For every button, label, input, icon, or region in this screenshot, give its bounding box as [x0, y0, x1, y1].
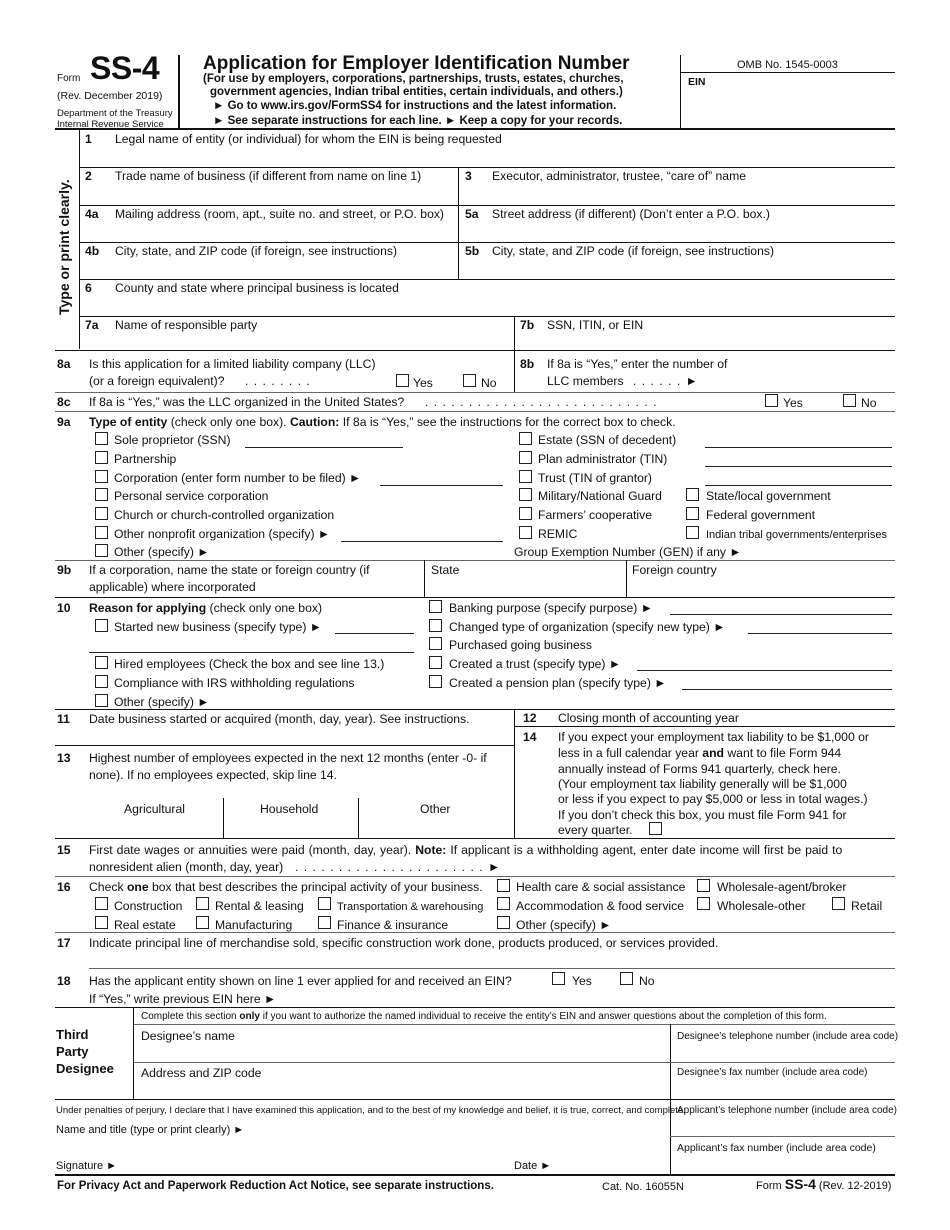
entity-estate-checkbox[interactable]: [519, 432, 532, 445]
city-state-zip-5b-field[interactable]: [465, 259, 890, 279]
line-15-leader-dots: . . . . . . . . . . . . . . . . . . . . . . ►: [295, 860, 502, 874]
entity-other-nonprofit-label: Other nonprofit organization (specify) ►: [114, 527, 330, 541]
entity-federal-checkbox[interactable]: [686, 507, 699, 520]
ein-field[interactable]: [690, 88, 890, 124]
reason-new-business-label: Started new business (specify type) ►: [114, 620, 322, 634]
perjury-statement: Under penalties of perjury, I declare that I have examined this application, and to the best of my knowledge and belief, it is true, correct, and complete.: [56, 1105, 686, 1116]
first-wages-date-field[interactable]: [640, 858, 890, 874]
prior-ein-no-checkbox[interactable]: [620, 972, 633, 985]
cat-number: Cat. No. 16055N: [602, 1181, 684, 1193]
line-14-text-4: (Your employment tax liability generally will be $1,000: [558, 777, 847, 791]
entity-trust-checkbox[interactable]: [519, 470, 532, 483]
line-18-label: Has the applicant entity shown on line 1 ever applied for and received an EIN?: [89, 974, 512, 988]
entity-indian-tribal-checkbox[interactable]: [686, 526, 699, 539]
activity-health-care-label: Health care & social assistance: [516, 880, 686, 894]
reason-trust-checkbox[interactable]: [429, 656, 442, 669]
privacy-notice: For Privacy Act and Paperwork Reduction Act Notice, see separate instructions.: [57, 1180, 494, 1192]
reason-other-label: Other (specify) ►: [114, 695, 210, 709]
llc-no-label: No: [481, 376, 497, 390]
employees-other-label: Other: [420, 802, 451, 816]
reason-compliance-checkbox[interactable]: [95, 675, 108, 688]
reason-changed-type-label: Changed type of organization (specify new type) ►: [449, 620, 726, 634]
line-6-num: 6: [85, 281, 92, 295]
line-14-text-2: less in a full calendar year and want to file Form 944: [558, 746, 842, 760]
line-4a-label: Mailing address (room, apt., suite no. and street, or P.O. box): [115, 207, 444, 221]
entity-remic-label: REMIC: [538, 527, 578, 541]
line-3-num: 3: [465, 169, 472, 183]
designee-intro: Complete this section only if you want to authorize the named individual to receive the entity’s EIN and answer questions about the completion of this form.: [141, 1011, 827, 1022]
trade-name-field[interactable]: [85, 184, 455, 204]
llc-us-no-checkbox[interactable]: [843, 394, 856, 407]
form-label: Form: [57, 73, 81, 84]
activity-manufacturing-checkbox[interactable]: [196, 916, 209, 929]
activity-wholesale-other-checkbox[interactable]: [697, 897, 710, 910]
reason-changed-type-checkbox[interactable]: [429, 619, 442, 632]
ein-label: EIN: [688, 76, 706, 88]
line-4b-num: 4b: [85, 244, 100, 258]
group-exemption-field[interactable]: [750, 544, 890, 558]
prior-ein-yes-label: Yes: [572, 974, 592, 988]
llc-no-checkbox[interactable]: [463, 374, 476, 387]
signature-label: Signature ►: [56, 1160, 118, 1172]
pension-type-line[interactable]: [682, 689, 892, 690]
activity-rental-checkbox[interactable]: [196, 897, 209, 910]
line-10-header: Reason for applying (check only one box): [89, 601, 322, 615]
previous-ein-field[interactable]: [290, 991, 540, 1005]
line-15-num: 15: [57, 843, 71, 857]
entity-other-label: Other (specify) ►: [114, 545, 210, 559]
line-8b-label-1: If 8a is “Yes,” enter the number of: [547, 357, 728, 371]
line-7b-label: SSN, ITIN, or EIN: [547, 318, 644, 332]
omb-number: OMB No. 1545-0003: [737, 59, 838, 71]
line-15-label-1: First date wages or annuities were paid (month, day, year). Note: If applicant is a withholding agent, enter date income will first be paid to: [89, 843, 843, 857]
reason-pension-label: Created a pension plan (specify type) ►: [449, 676, 667, 690]
entity-farmers-coop-checkbox[interactable]: [519, 507, 532, 520]
entity-remic-checkbox[interactable]: [519, 526, 532, 539]
activity-transportation-label: Transportation & warehousing: [337, 901, 484, 913]
dept-treasury: Department of the Treasury: [57, 108, 173, 119]
incorporation-foreign-field[interactable]: [632, 578, 890, 594]
incorporation-state-field[interactable]: [431, 578, 621, 594]
line-14-text-3: annually instead of Forms 941 quarterly, check here.: [558, 762, 841, 776]
llc-members-field[interactable]: [760, 356, 890, 388]
form-number: SS-4: [90, 50, 160, 86]
line-6-label: County and state where principal business is located: [115, 281, 399, 295]
entity-plan-admin-checkbox[interactable]: [519, 451, 532, 464]
line-10-num: 10: [57, 601, 71, 615]
prior-ein-label: If “Yes,” write previous EIN here ►: [89, 992, 277, 1006]
line-9a-num: 9a: [57, 415, 71, 429]
estate-ssn-line[interactable]: [705, 447, 892, 448]
entity-personal-service-checkbox[interactable]: [95, 488, 108, 501]
reason-compliance-label: Compliance with IRS withholding regulations: [114, 676, 355, 690]
entity-state-local-label: State/local government: [706, 489, 831, 503]
activity-retail-label: Retail: [851, 899, 883, 913]
entity-estate-label: Estate (SSN of decedent): [538, 433, 677, 447]
applicant-phone-field[interactable]: [677, 1118, 892, 1134]
reason-new-business-checkbox[interactable]: [95, 619, 108, 632]
designee-fax-field[interactable]: [677, 1081, 892, 1097]
new-business-type-line[interactable]: [335, 633, 414, 634]
reason-banking-label: Banking purpose (specify purpose) ►: [449, 601, 653, 615]
entity-sole-proprietor-label: Sole proprietor (SSN): [114, 433, 231, 447]
line-8a-label-1: Is this application for a limited liability company (LLC): [89, 357, 376, 371]
entity-trust-label: Trust (TIN of grantor): [538, 471, 652, 485]
employees-household-field[interactable]: [226, 818, 354, 836]
reason-other-checkbox[interactable]: [95, 694, 108, 707]
llc-us-yes-label: Yes: [783, 396, 803, 410]
other-nonprofit-line[interactable]: [341, 541, 503, 542]
executor-field[interactable]: [465, 184, 890, 204]
reason-trust-label: Created a trust (specify type) ►: [449, 657, 621, 671]
line-12-num: 12: [523, 711, 537, 725]
applicant-fax-field[interactable]: [677, 1155, 892, 1171]
activity-construction-checkbox[interactable]: [95, 897, 108, 910]
reason-other-field[interactable]: [215, 694, 505, 708]
changed-type-line[interactable]: [748, 633, 892, 634]
line-18-num: 18: [57, 974, 71, 988]
employees-other-field[interactable]: [362, 818, 510, 836]
dept-irs: Internal Revenue Service: [57, 119, 164, 130]
entity-federal-label: Federal government: [706, 508, 816, 522]
city-state-zip-4b-field[interactable]: [85, 259, 455, 279]
form-revision: (Rev. December 2019): [57, 90, 163, 102]
banking-purpose-line[interactable]: [670, 614, 892, 615]
form-944-checkbox[interactable]: [649, 822, 662, 835]
reason-purchased-label: Purchased going business: [449, 638, 592, 652]
designee-address-label: Address and ZIP code: [141, 1066, 262, 1080]
activity-wholesale-agent-checkbox[interactable]: [697, 879, 710, 892]
line-17-num: 17: [57, 936, 71, 950]
llc-yes-checkbox[interactable]: [396, 374, 409, 387]
line-4b-label: City, state, and ZIP code (if foreign, see instructions): [115, 244, 398, 258]
activity-real-estate-checkbox[interactable]: [95, 916, 108, 929]
form-subtitle-1: (For use by employers, corporations, partnerships, trusts, estates, churches,: [203, 73, 624, 85]
line-13-num: 13: [57, 751, 71, 765]
reason-hired-employees-label: Hired employees (Check the box and see line 13.): [114, 657, 385, 671]
line-14-num: 14: [523, 730, 537, 744]
mailing-address-field[interactable]: [85, 222, 455, 242]
designee-name-field[interactable]: [141, 1044, 666, 1060]
llc-us-yes-checkbox[interactable]: [765, 394, 778, 407]
entity-sole-proprietor-checkbox[interactable]: [95, 432, 108, 445]
entity-military-label: Military/National Guard: [538, 489, 662, 503]
reason-purchased-checkbox[interactable]: [429, 637, 442, 650]
designee-title-2: Party: [56, 1044, 89, 1059]
activity-construction-label: Construction: [114, 899, 183, 913]
activity-real-estate-label: Real estate: [114, 918, 176, 932]
activity-other-label: Other (specify) ►: [516, 918, 612, 932]
sole-proprietor-ssn-line[interactable]: [245, 447, 403, 448]
activity-retail-checkbox[interactable]: [832, 897, 845, 910]
signature-field[interactable]: [120, 1150, 505, 1172]
line-17-label: Indicate principal line of merchandise sold, specific construction work done, products produced, or services provided.: [89, 936, 719, 950]
entity-plan-admin-label: Plan administrator (TIN): [538, 452, 668, 466]
line-9b-state-label: State: [431, 563, 460, 577]
line-14-text-7: every quarter.: [558, 823, 633, 837]
applicant-phone-label: Applicant’s telephone number (include area code): [677, 1105, 897, 1116]
entity-partnership-checkbox[interactable]: [95, 451, 108, 464]
line-5b-num: 5b: [465, 244, 480, 258]
employees-household-label: Household: [260, 802, 319, 816]
activity-other-checkbox[interactable]: [497, 916, 510, 929]
entity-farmers-coop-label: Farmers’ cooperative: [538, 508, 653, 522]
closing-month-field[interactable]: [760, 711, 890, 725]
new-business-type-line-2[interactable]: [89, 652, 414, 653]
llc-yes-label: Yes: [413, 376, 433, 390]
entity-corporation-checkbox[interactable]: [95, 470, 108, 483]
employees-agricultural-field[interactable]: [89, 818, 219, 836]
line-9b-label-2: applicable) where incorporated: [89, 580, 256, 594]
reason-pension-checkbox[interactable]: [429, 675, 442, 688]
entity-other-checkbox[interactable]: [95, 544, 108, 557]
footer-form-id: Form SS-4 (Rev. 12-2019): [756, 1176, 892, 1192]
legal-name-field[interactable]: [85, 146, 890, 166]
employees-agricultural-label: Agricultural: [124, 802, 185, 816]
line-13-label-2: none). If no employees expected, skip line 14.: [89, 768, 337, 782]
line-1-label: Legal name of entity (or individual) for whom the EIN is being requested: [115, 132, 502, 146]
reason-banking-checkbox[interactable]: [429, 600, 442, 613]
line-8a-num: 8a: [57, 357, 71, 371]
corporation-form-line[interactable]: [380, 485, 503, 486]
designee-phone-label: Designee’s telephone number (include area code): [677, 1031, 899, 1042]
activity-accommodation-label: Accommodation & food service: [516, 899, 684, 913]
date-started-field[interactable]: [89, 727, 509, 741]
line-14-text-5: or less if you expect to pay $5,000 or less in total wages.): [558, 792, 868, 806]
entity-state-local-checkbox[interactable]: [686, 488, 699, 501]
plan-admin-tin-line[interactable]: [705, 466, 892, 467]
separate-instructions-line: ► See separate instructions for each line. ► Keep a copy for your records.: [213, 115, 623, 127]
line-7b-num: 7b: [520, 318, 535, 332]
activity-wholesale-agent-label: Wholesale-agent/broker: [717, 880, 847, 894]
entity-military-checkbox[interactable]: [519, 488, 532, 501]
side-type-or-print: Type or print clearly.: [56, 179, 72, 315]
ssn-itin-ein-field[interactable]: [520, 333, 890, 349]
entity-church-checkbox[interactable]: [95, 507, 108, 520]
entity-partnership-label: Partnership: [114, 452, 177, 466]
designee-fax-label: Designee’s fax number (include area code): [677, 1067, 868, 1078]
line-7a-label: Name of responsible party: [115, 318, 258, 332]
line-3-label: Executor, administrator, trustee, “care of” name: [492, 169, 747, 183]
instructions-link-line[interactable]: ► Go to www.irs.gov/FormSS4 for instructions and the latest information.: [213, 100, 617, 112]
line-8b-num: 8b: [520, 357, 535, 371]
trust-type-line[interactable]: [637, 670, 892, 671]
line-14-text-6: If you don’t check this box, you must file Form 941 for: [558, 808, 847, 822]
activity-manufacturing-label: Manufacturing: [215, 918, 293, 932]
trust-tin-line[interactable]: [705, 485, 892, 486]
entity-other-nonprofit-checkbox[interactable]: [95, 526, 108, 539]
name-title-field[interactable]: [245, 1121, 665, 1137]
line-4a-num: 4a: [85, 207, 99, 221]
entity-corporation-label: Corporation (enter form number to be filed) ►: [114, 471, 362, 485]
line-11-label: Date business started or acquired (month, day, year). See instructions.: [89, 712, 470, 726]
date-label: Date ►: [514, 1160, 552, 1172]
merchandise-field[interactable]: [89, 951, 890, 967]
form-title: Application for Employer Identification Number: [203, 53, 630, 74]
line-7a-num: 7a: [85, 318, 99, 332]
entity-personal-service-label: Personal service corporation: [114, 489, 269, 503]
line-12-label: Closing month of accounting year: [558, 711, 739, 725]
activity-other-field[interactable]: [620, 916, 890, 930]
activity-transportation-checkbox[interactable]: [318, 897, 331, 910]
street-address-field[interactable]: [465, 222, 890, 242]
reason-hired-employees-checkbox[interactable]: [95, 656, 108, 669]
prior-ein-no-label: No: [639, 974, 655, 988]
designee-phone-field[interactable]: [677, 1044, 892, 1060]
line-5b-label: City, state, and ZIP code (if foreign, see instructions): [492, 244, 775, 258]
line-8c-num: 8c: [57, 395, 71, 409]
designee-address-field[interactable]: [141, 1081, 666, 1097]
line-8b-leader-dots: . . . . . . ►: [633, 374, 699, 388]
entity-indian-tribal-label: Indian tribal governments/enterprises: [706, 529, 887, 541]
group-exemption-label: Group Exemption Number (GEN) if any ►: [514, 545, 742, 559]
county-state-field[interactable]: [85, 296, 890, 316]
line-5a-label: Street address (if different) (Don’t enter a P.O. box.): [492, 207, 770, 221]
line-9b-foreign-label: Foreign country: [632, 563, 717, 577]
activity-finance-label: Finance & insurance: [337, 918, 449, 932]
line-11-num: 11: [57, 712, 70, 726]
line-2-label: Trade name of business (if different from name on line 1): [115, 169, 422, 183]
line-5a-num: 5a: [465, 207, 479, 221]
line-9a-header: Type of entity (check only one box). Caution: If 8a is “Yes,” see the instructions for the correct box to check.: [89, 415, 676, 429]
line-16-num: 16: [57, 880, 71, 894]
date-field[interactable]: [552, 1150, 665, 1172]
line-8c-label: If 8a is “Yes,” was the LLC organized in the United States?: [89, 395, 405, 409]
line-8b-label-2: LLC members: [547, 374, 624, 388]
name-title-label: Name and title (type or print clearly) ►: [56, 1124, 245, 1136]
activity-rental-label: Rental & leasing: [215, 899, 304, 913]
designee-title-1: Third: [56, 1027, 89, 1042]
activity-wholesale-other-label: Wholesale-other: [717, 899, 806, 913]
line-8a-label-2: (or a foreign equivalent)?: [89, 374, 225, 388]
line-16-label: Check one box that best describes the principal activity of your business.: [89, 880, 483, 894]
applicant-fax-label: Applicant’s fax number (include area code): [677, 1142, 876, 1154]
line-15-label-2: nonresident alien (month, day, year): [89, 860, 284, 874]
line-9b-label-1: If a corporation, name the state or foreign country (if: [89, 563, 370, 577]
llc-us-no-label: No: [861, 396, 877, 410]
activity-accommodation-checkbox[interactable]: [497, 897, 510, 910]
line-14-text-1: If you expect your employment tax liability to be $1,000 or: [558, 730, 869, 744]
line-2-num: 2: [85, 169, 92, 183]
line-8c-leader-dots: . . . . . . . . . . . . . . . . . . . . . . . . . . .: [425, 395, 658, 409]
designee-name-label: Designee’s name: [141, 1029, 235, 1043]
activity-finance-checkbox[interactable]: [318, 916, 331, 929]
line-8a-leader-dots: . . . . . . . .: [245, 374, 311, 388]
responsible-party-field[interactable]: [85, 333, 510, 349]
activity-health-care-checkbox[interactable]: [497, 879, 510, 892]
form-subtitle-2: government agencies, Indian tribal entities, certain individuals, and others.): [210, 86, 623, 98]
entity-church-label: Church or church-controlled organization: [114, 508, 335, 522]
line-9b-num: 9b: [57, 563, 72, 577]
line-1-num: 1: [85, 132, 92, 146]
prior-ein-yes-checkbox[interactable]: [552, 972, 565, 985]
designee-title-3: Designee: [56, 1061, 114, 1076]
line-13-label-1: Highest number of employees expected in the next 12 months (enter -0- if: [89, 751, 487, 765]
